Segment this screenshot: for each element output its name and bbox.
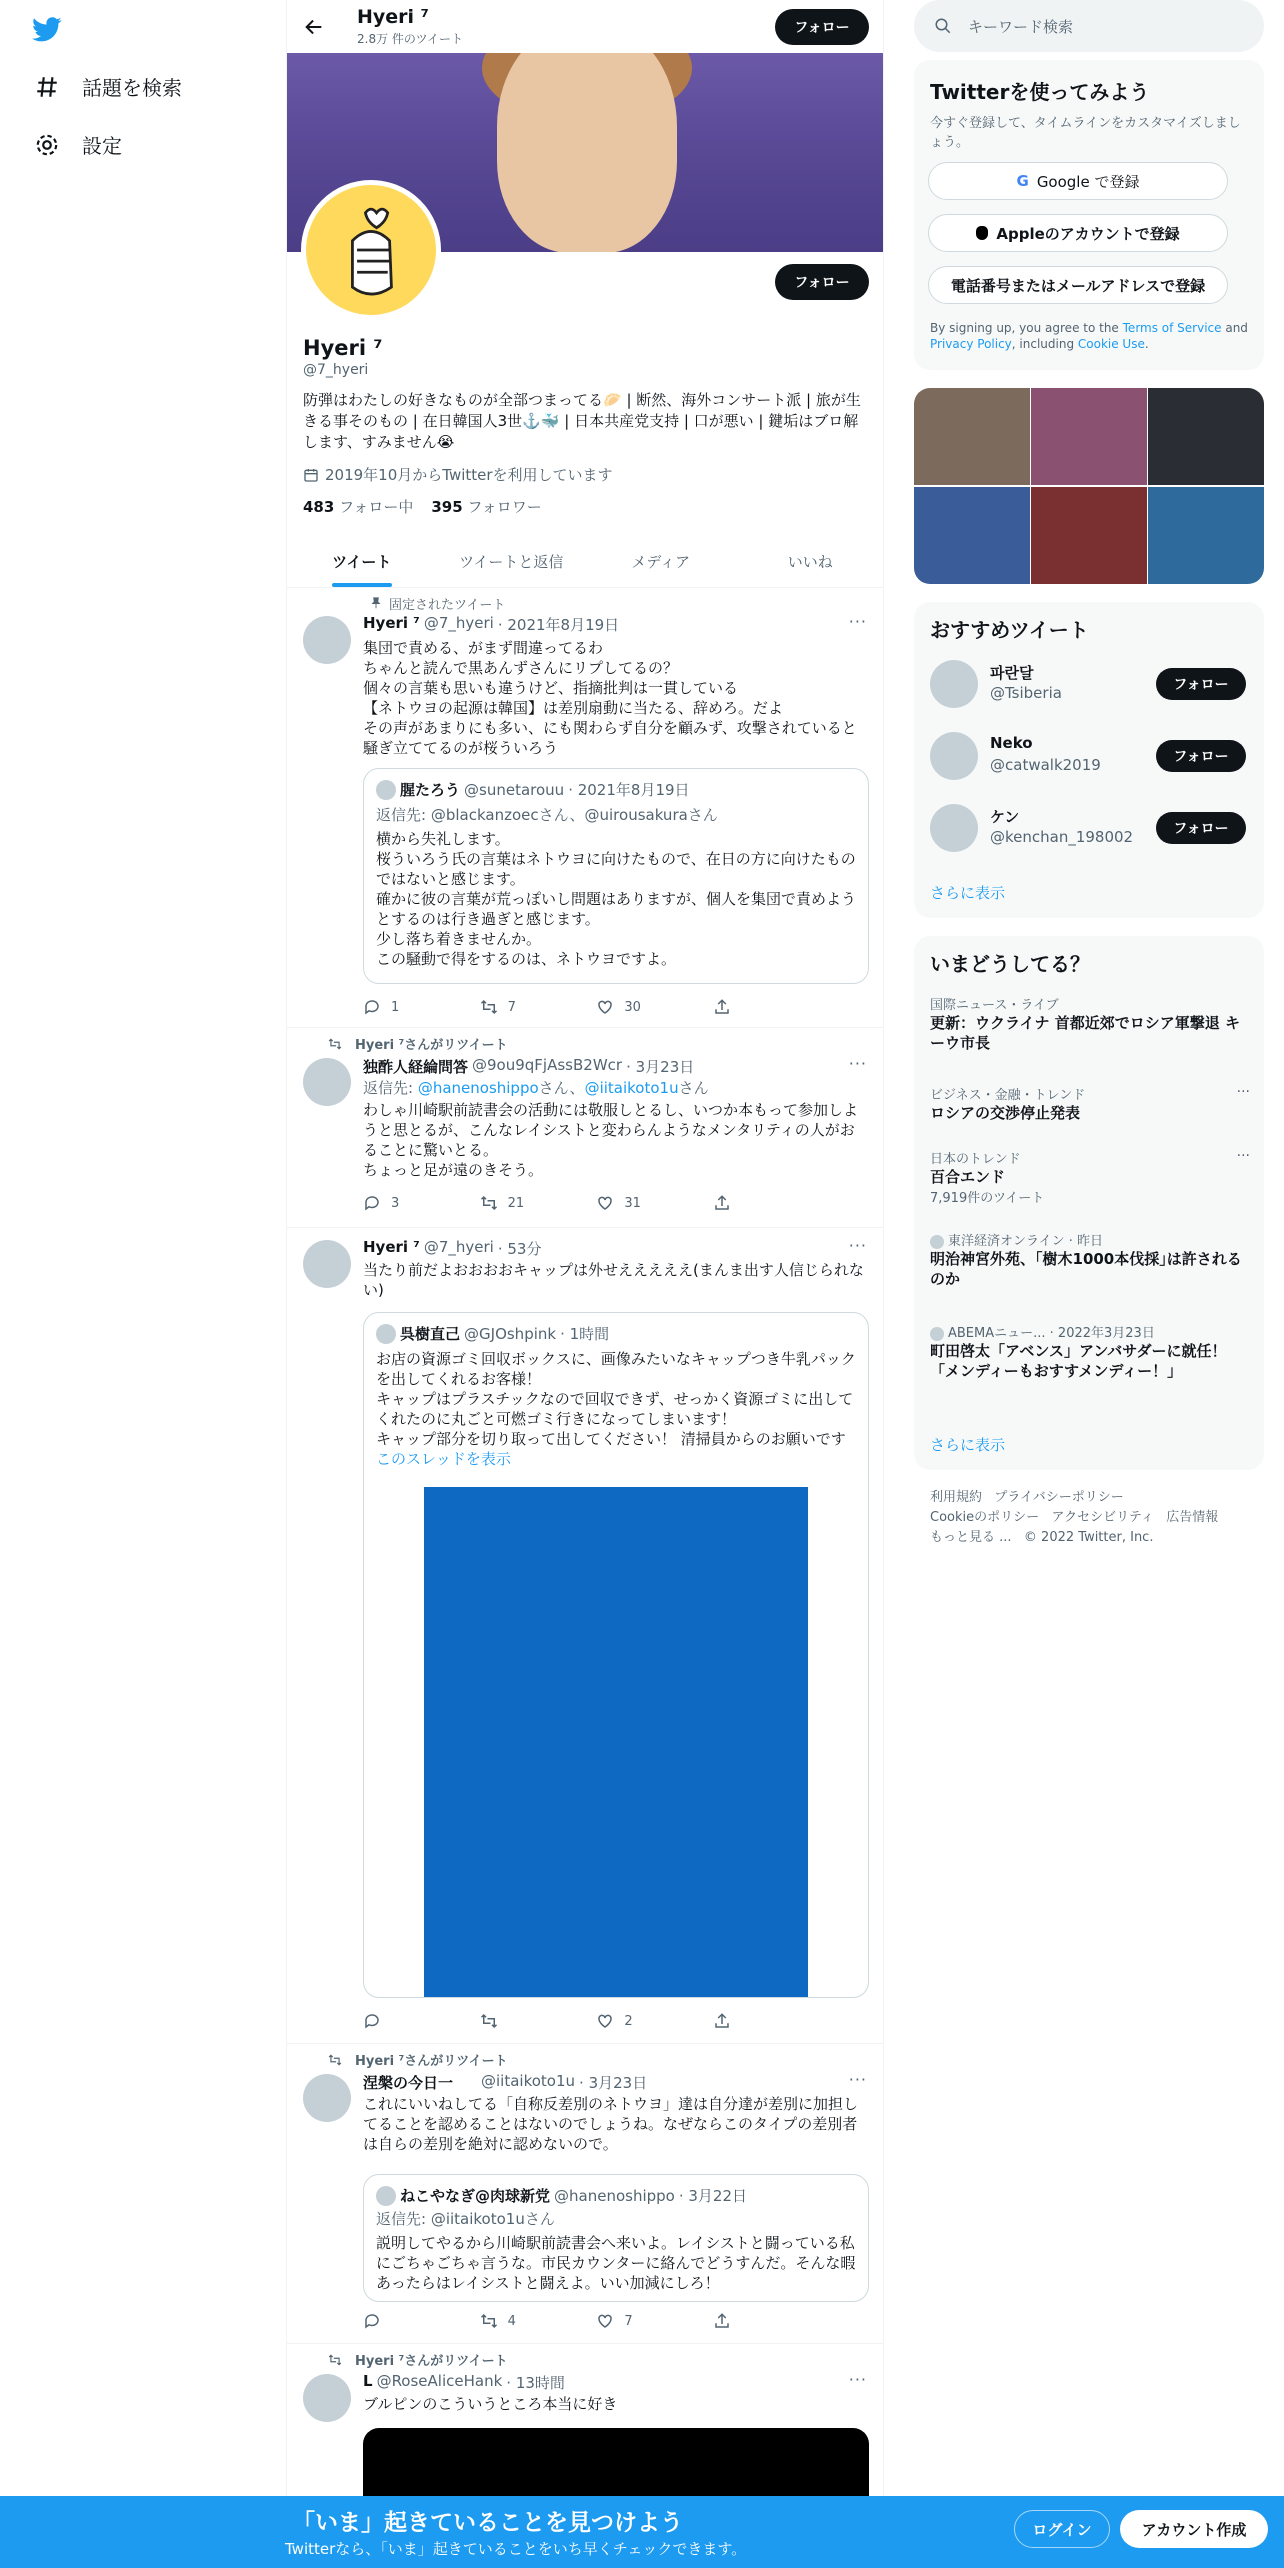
- tweet-pinned[interactable]: [287, 588, 884, 1028]
- follow-stats: [303, 496, 542, 517]
- recommended-card: [914, 602, 1264, 918]
- tweet-text: わしゃ川崎駅前読書会の活動には敬服しとるし、いつか本もって参加しようと思とるが、こんなレイシストと変わらんようなメンタリティの人がおることに驚いとる。 ちょっと足が遠のきそう。: [363, 1101, 859, 1179]
- reply-mid: さん、: [538, 1079, 585, 1097]
- avatar[interactable]: [303, 2374, 351, 2422]
- reply-button[interactable]: [363, 2012, 443, 2030]
- trend-name: 明治神宮外苑、｢樹木1000本伐採｣は許されるのか: [930, 1250, 1242, 1288]
- main-column: [286, 0, 884, 2568]
- recommended-title: おすすめツイート: [930, 618, 1089, 642]
- heart-icon: [596, 998, 614, 1016]
- tweet-time[interactable]: · 53分: [497, 1240, 542, 1258]
- reply-count: 1: [391, 999, 400, 1015]
- rec-show-more-link[interactable]: さらに表示: [930, 884, 1006, 902]
- tweet-retweet-2[interactable]: [287, 2044, 884, 2344]
- signup-terms: [930, 320, 1250, 352]
- trend-name: 更新：ウクライナ 首都近郊でロシア軍撃退 キーウ市長: [930, 1014, 1240, 1052]
- media-thumb[interactable]: [914, 487, 1030, 584]
- rec-name: ケン: [990, 808, 1020, 826]
- login-button[interactable]: ログイン: [1014, 2510, 1110, 2548]
- trend-category: 日本のトレンド: [930, 1152, 1021, 1167]
- tweet-time[interactable]: · 2021年8月19日: [497, 616, 620, 634]
- header-follow-button[interactable]: フォロー: [775, 9, 869, 45]
- cookie-link[interactable]: Cookie Use: [1077, 337, 1145, 351]
- media-thumb[interactable]: [1031, 487, 1147, 584]
- tweet-header: [363, 614, 619, 635]
- share-button[interactable]: [713, 2012, 793, 2030]
- nav-settings-label: 設定: [82, 134, 122, 158]
- rec-handle: @catwalk2019: [990, 756, 1101, 774]
- reply-icon: [363, 1194, 381, 1212]
- retweet-button[interactable]: [480, 1194, 560, 1212]
- apple-signup-button[interactable]: [928, 214, 1228, 252]
- following-count: 483: [303, 498, 335, 516]
- quote-author-name: ねこやなぎ@肉球新党: [400, 2187, 551, 2205]
- reply-suffix: さん: [678, 1079, 709, 1097]
- author-name[interactable]: Hyeri ⁷: [363, 1238, 420, 1256]
- share-icon: [713, 998, 731, 1016]
- retweet-label: [327, 1034, 508, 1053]
- trend-category: [930, 1322, 1250, 1341]
- profile-avatar[interactable]: [301, 180, 441, 320]
- left-nav: [0, 0, 286, 2568]
- like-count: 2: [624, 2013, 633, 2029]
- followers-count: 395: [431, 498, 463, 516]
- retweet-button[interactable]: [480, 998, 560, 1016]
- quote-header: [376, 779, 690, 800]
- signup-subtitle: 今すぐ登録して、タイムラインをカスタマイズしましょう。: [930, 116, 1241, 150]
- terms-text-c: , including: [1011, 337, 1078, 351]
- tweet-header: [363, 2372, 565, 2393]
- quote-author-name: 呉樹直己: [400, 1325, 461, 1343]
- author-name[interactable]: 涅槃の今日一: [363, 2074, 454, 2092]
- heart-icon: [596, 2312, 614, 2330]
- following-link[interactable]: [303, 496, 413, 517]
- terms-text-a: By signing up, you agree to the: [930, 321, 1123, 335]
- trend-category: ビジネス・金融・トレンド: [930, 1088, 1086, 1103]
- footer-row-1[interactable]: 利用規約 プライバシーポリシー: [930, 1490, 1124, 1505]
- share-button[interactable]: [713, 2312, 793, 2330]
- quote-avatar: [376, 1324, 396, 1344]
- reply-icon: [363, 2312, 381, 2330]
- rec-handle: @kenchan_198002: [990, 828, 1134, 846]
- recommended-user[interactable]: [930, 726, 1250, 786]
- trend-item[interactable]: [930, 1230, 1250, 1289]
- share-icon: [713, 2312, 731, 2330]
- avatar[interactable]: [930, 660, 978, 708]
- recommended-user[interactable]: [930, 654, 1250, 714]
- reply-to-link-b[interactable]: @iitaikoto1u: [584, 1079, 679, 1097]
- rec-follow-button[interactable]: フォロー: [1156, 668, 1246, 700]
- share-button[interactable]: [713, 1194, 793, 1212]
- reply-button[interactable]: [363, 998, 443, 1016]
- tweet-time[interactable]: · 3月23日: [579, 2074, 648, 2092]
- tweet-text: 集団で責める、がまず間違ってるわ ちゃんと読んで黒あんずさんにリプしてるの？ 個々の言葉も思いも違うけど、指摘批判は一貫している 【ネトウヨの起源は韓国】は差別扇動に当たる、辞めろ。だよ その声があまりにも多い、にも関わらず自分を顧みず、攻撃されていると騒ぎ立ててるのが桜ういろう: [363, 639, 857, 757]
- tweet-header: [363, 1238, 541, 1259]
- quote-text: 横から失礼します。 桜ういろう氏の言葉はネトウヨに向けたもので、在日の方に向けたものではないと感じます。 確かに彼の言葉が荒っぽいし問題はありますが、個人を集団で責めようとするのは行き過ぎと感じます。 少し落ち着きませんか。 この騒動で得をするのは、ネトウヨですよ。: [376, 830, 857, 968]
- quote-author-handle: @hanenoshippo: [554, 2186, 675, 2205]
- retweet-count: 7: [507, 999, 516, 1015]
- retweet-count: 4: [507, 2313, 516, 2329]
- retweet-icon: [327, 2053, 343, 2067]
- like-button[interactable]: [596, 2012, 676, 2030]
- author-handle[interactable]: @7_hyeri: [423, 614, 494, 632]
- twitter-logo-icon[interactable]: [32, 14, 62, 44]
- tab-media[interactable]: メディア: [631, 552, 691, 571]
- trend-category-text: 東洋経済オンライン · 昨日: [948, 1234, 1104, 1249]
- apple-signup-label: Appleのアカウントで登録: [996, 224, 1180, 243]
- trend-category: 国際ニュース・ライブ: [930, 998, 1059, 1013]
- retweet-icon: [480, 1194, 498, 1212]
- profile-header-bar: [287, 0, 884, 53]
- trend-name: 百合エンド: [930, 1168, 1006, 1186]
- retweet-label: [327, 2050, 508, 2069]
- reply-icon: [363, 998, 381, 1016]
- gear-icon: [34, 132, 60, 158]
- media-thumb[interactable]: [1031, 388, 1147, 485]
- following-label: フォロー中: [339, 498, 414, 516]
- author-name[interactable]: Hyeri ⁷: [363, 614, 420, 632]
- header-tweet-count: 2.8万 件のツイート: [357, 32, 464, 46]
- heart-icon: [596, 1194, 614, 1212]
- terms-link[interactable]: Terms of Service: [1122, 321, 1222, 335]
- reply-icon: [363, 2012, 381, 2030]
- quote-reply-target: @iitaikoto1uさん: [430, 2210, 555, 2228]
- share-icon: [713, 2012, 731, 2030]
- trend-item[interactable]: [930, 1148, 1250, 1206]
- header-name: Hyeri ⁷: [357, 6, 429, 28]
- tweet-actions: [363, 2312, 793, 2330]
- pinned-text: 固定されたツイート: [389, 598, 506, 613]
- quote-text: 説明してやるから川崎駅前読書会へ来いよ。レイシストと闘っている私にごちゃごちゃ言うな。市民カウンターに絡んでどうすんだ。そんな暇あったらはレイシストと闘えよ。いい加減にしろ！: [376, 2234, 856, 2292]
- more-icon[interactable]: ···: [1236, 1148, 1250, 1164]
- media-thumb[interactable]: [1148, 388, 1264, 485]
- tweet-text: 当たり前だよおおおおキャップは外せえええええ(まんま出す人信じられない): [363, 1261, 864, 1299]
- author-name[interactable]: L: [363, 2372, 373, 2390]
- quote-author-handle: @GJOshpink: [464, 1324, 557, 1343]
- rec-follow-button[interactable]: フォロー: [1156, 740, 1246, 772]
- followers-label: フォロワー: [467, 498, 542, 516]
- like-button[interactable]: [596, 2312, 676, 2330]
- quote-reply-target: @blackanzoecさん、@uirousakuraさん: [430, 806, 718, 824]
- reply-to: [363, 1078, 869, 1098]
- avatar[interactable]: [303, 1240, 351, 1288]
- quoted-tweet[interactable]: [363, 1312, 869, 1998]
- footer-row-2[interactable]: Cookieのポリシー アクセシビリティ 広告情報: [930, 1510, 1219, 1525]
- retweet-button[interactable]: [480, 2312, 560, 2330]
- back-arrow-icon[interactable]: [303, 16, 325, 38]
- search-bar[interactable]: [914, 0, 1264, 52]
- more-icon[interactable]: ···: [848, 2370, 867, 2389]
- pin-icon: [367, 596, 385, 610]
- tweet-actions: [363, 2012, 793, 2030]
- trend-item[interactable]: [930, 994, 1250, 1053]
- quote-header: [376, 2185, 747, 2206]
- rec-follow-button[interactable]: フォロー: [1156, 812, 1246, 844]
- quote-reply-prefix: 返信先:: [376, 806, 431, 824]
- retweet-button[interactable]: [480, 2012, 560, 2030]
- more-icon[interactable]: ···: [848, 612, 867, 631]
- followers-link[interactable]: [431, 496, 541, 517]
- trend-name: 町田啓太「アベンス」アンバサダーに就任！「メンディーもおすすメンディー！」: [930, 1342, 1227, 1380]
- retweet-icon: [480, 2312, 498, 2330]
- quote-time: · 1時間: [560, 1325, 610, 1343]
- rec-name: Neko: [990, 734, 1033, 752]
- bottom-bar-title: 「いま」起きていることを見つけよう: [292, 2510, 683, 2536]
- retweet-count: 21: [507, 1195, 525, 1211]
- retweet-label: [327, 2350, 508, 2369]
- signup-card: [914, 60, 1264, 370]
- retweeter-text: Hyeri ⁷さんがリツイート: [355, 1038, 508, 1053]
- share-icon: [713, 1194, 731, 1212]
- avatar[interactable]: [930, 732, 978, 780]
- quote-text: お店の資源ゴミ回収ボックスに、画像みたいなキャップつき牛乳パックを出してくれるお客様！ キャップはプラスチックなので回収できず、せっかく資源ゴミに出してくれたのに丸ごと可燃ゴミ行きになってしまいます！ キャップ部分を切り取って出してください！ 清掃員からのお願いです: [376, 1350, 856, 1448]
- google-signup-button[interactable]: [928, 162, 1228, 200]
- trends-show-more-link[interactable]: さらに表示: [930, 1436, 1006, 1454]
- tweet-header: [363, 1056, 694, 1077]
- right-sidebar: [914, 0, 1264, 2568]
- retweeter-text: Hyeri ⁷さんがリツイート: [355, 2054, 508, 2069]
- show-thread-link[interactable]: このスレッドを表示: [376, 1450, 511, 1468]
- like-button[interactable]: [596, 998, 676, 1016]
- quote-reply-prefix: 返信先:: [376, 2210, 431, 2228]
- avatar[interactable]: [303, 1058, 351, 1106]
- tweet-retweet-1[interactable]: [287, 1028, 884, 1228]
- profile-tabs: [287, 535, 884, 588]
- author-handle[interactable]: @iitaikoto1u: [481, 2072, 576, 2090]
- quote-header: [376, 1323, 609, 1344]
- tweet-actions: [363, 1194, 793, 1212]
- reply-count: 3: [391, 1195, 400, 1211]
- like-count: 31: [624, 1195, 641, 1211]
- tweet-actions: [363, 998, 793, 1016]
- profile-bio: 防弾はわたしの好きなものが全部つまってる🥟 | 断然、海外コンサート派 | 旅が生きる事そのもの | 在日韓国人3世⚓️🐳 | 日本共産党支持 | 口が悪い | 鍵垢はブロ解します、すみません😭: [303, 391, 861, 451]
- google-signup-label: Google で登録: [1036, 172, 1140, 191]
- trend-category-text: ABEMAニュー... · 2022年3月23日: [948, 1326, 1155, 1341]
- finger-heart-hand-icon: [306, 185, 436, 315]
- tweet-time[interactable]: · 13時間: [506, 2374, 565, 2392]
- quote-author-handle: @sunetarouu: [464, 780, 565, 799]
- banner-face-shape: [497, 53, 677, 252]
- tweet-text: ブルピンのこういうところ本当に好き: [363, 2395, 618, 2413]
- retweet-icon: [327, 2353, 343, 2367]
- nav-explore[interactable]: [34, 72, 182, 101]
- retweet-icon: [480, 2012, 498, 2030]
- privacy-link[interactable]: Privacy Policy: [930, 337, 1012, 351]
- tab-likes[interactable]: いいね: [787, 552, 833, 571]
- quote-reply-to: [376, 805, 860, 825]
- media-thumb[interactable]: [1148, 487, 1264, 584]
- signup-title: Twitterを使ってみよう: [930, 80, 1150, 104]
- trends-card: [914, 936, 1264, 1470]
- quote-media-image[interactable]: [424, 1487, 808, 1998]
- quote-avatar: [376, 780, 396, 800]
- footer-links: [930, 1488, 1250, 1548]
- joined-text: 2019年10月からTwitterを利用しています: [325, 466, 613, 484]
- more-icon[interactable]: ···: [1236, 1084, 1250, 1100]
- source-avatar: [930, 1327, 944, 1341]
- author-handle[interactable]: @9ou9qFjAssB2Wcr: [472, 1056, 623, 1074]
- apple-icon: [976, 226, 988, 240]
- avatar[interactable]: [930, 804, 978, 852]
- nav-explore-label: 話題を検索: [82, 76, 182, 100]
- terms-text-b: and: [1221, 321, 1248, 335]
- joined-date: [303, 464, 613, 485]
- recommended-user[interactable]: [930, 798, 1250, 858]
- media-thumb[interactable]: [914, 388, 1030, 485]
- trend-item[interactable]: [930, 1084, 1250, 1123]
- rec-handle: @Tsiberia: [990, 684, 1062, 702]
- quoted-tweet[interactable]: [363, 768, 869, 984]
- source-avatar: [930, 1235, 944, 1249]
- quote-time: · 3月22日: [678, 2187, 748, 2205]
- tweet-text: これにいいねしてる「自称反差別のネトウヨ」達は自分達が差別に加担してることを認めることはないのでしょうね。なぜならこのタイプの差別者は自らの差別を絶対に認めないので。: [363, 2095, 859, 2153]
- retweet-icon: [327, 1037, 343, 1051]
- reply-button[interactable]: [363, 2312, 443, 2330]
- trend-category: [930, 1230, 1250, 1249]
- rec-name: 파란달: [990, 664, 1034, 682]
- nav-settings[interactable]: [34, 130, 122, 159]
- trend-item[interactable]: [930, 1322, 1250, 1381]
- reply-button[interactable]: [363, 1194, 443, 1212]
- profile-handle: @7_hyeri: [303, 362, 369, 378]
- calendar-icon: [303, 467, 319, 483]
- like-count: 30: [624, 999, 641, 1015]
- heart-icon: [596, 2012, 614, 2030]
- reply-prefix: 返信先:: [363, 1079, 418, 1097]
- terms-text-d: .: [1144, 337, 1149, 351]
- trend-name: ロシアの交渉停止発表: [930, 1104, 1081, 1122]
- reply-to-link-a[interactable]: @hanenoshippo: [417, 1079, 539, 1097]
- avatar[interactable]: [303, 616, 351, 664]
- retweeter-text: Hyeri ⁷さんがリツイート: [355, 2354, 508, 2369]
- footer-row-3[interactable]: もっと見る ... © 2022 Twitter, Inc.: [930, 1530, 1154, 1545]
- bottom-bar-subtitle: Twitterなら、「いま」起きていることをいち早くチェックできます。: [285, 2540, 747, 2558]
- quote-reply-to: [376, 2209, 860, 2229]
- signup-button[interactable]: アカウント作成: [1120, 2510, 1268, 2548]
- like-count: 7: [624, 2313, 633, 2329]
- more-icon[interactable]: ···: [848, 2070, 867, 2089]
- quote-author-name: 腥たろう: [400, 781, 461, 799]
- quote-time: · 2021年8月19日: [568, 781, 690, 799]
- pinned-label: [327, 594, 505, 613]
- tweet-header: [363, 2072, 647, 2093]
- signup-bottom-bar: [0, 2496, 1284, 2568]
- author-handle[interactable]: @RoseAliceHank: [376, 2372, 503, 2390]
- tweet-time[interactable]: · 3月23日: [626, 1058, 695, 1076]
- profile-name: Hyeri ⁷: [303, 336, 383, 360]
- quoted-tweet[interactable]: [363, 2174, 869, 2302]
- tweet-quote-image[interactable]: [287, 1228, 884, 2044]
- media-grid: [914, 388, 1264, 584]
- phone-email-signup-button[interactable]: 電話番号またはメールアドレスで登録: [928, 266, 1228, 304]
- tab-tweets[interactable]: ツイート: [287, 535, 437, 587]
- trends-title: いまどうしてる？: [930, 952, 1090, 976]
- trend-count: 7,919件のツイート: [930, 1191, 1045, 1206]
- retweet-icon: [480, 998, 498, 1016]
- more-icon[interactable]: ···: [848, 1236, 867, 1255]
- google-icon: G: [1016, 172, 1029, 190]
- share-button[interactable]: [713, 998, 793, 1016]
- profile-follow-button[interactable]: フォロー: [775, 264, 869, 300]
- author-handle[interactable]: @7_hyeri: [423, 1238, 494, 1256]
- author-name[interactable]: 独酢人経綸問答: [363, 1058, 469, 1076]
- like-button[interactable]: [596, 1194, 676, 1212]
- more-icon[interactable]: ···: [848, 1054, 867, 1073]
- tab-tweets-replies[interactable]: ツイートと返信: [459, 552, 564, 571]
- quote-avatar: [376, 2186, 396, 2206]
- avatar[interactable]: [303, 2074, 351, 2122]
- hashtag-icon: [34, 74, 60, 100]
- search-icon: [934, 17, 952, 35]
- search-input[interactable]: キーワード検索: [968, 17, 1074, 36]
